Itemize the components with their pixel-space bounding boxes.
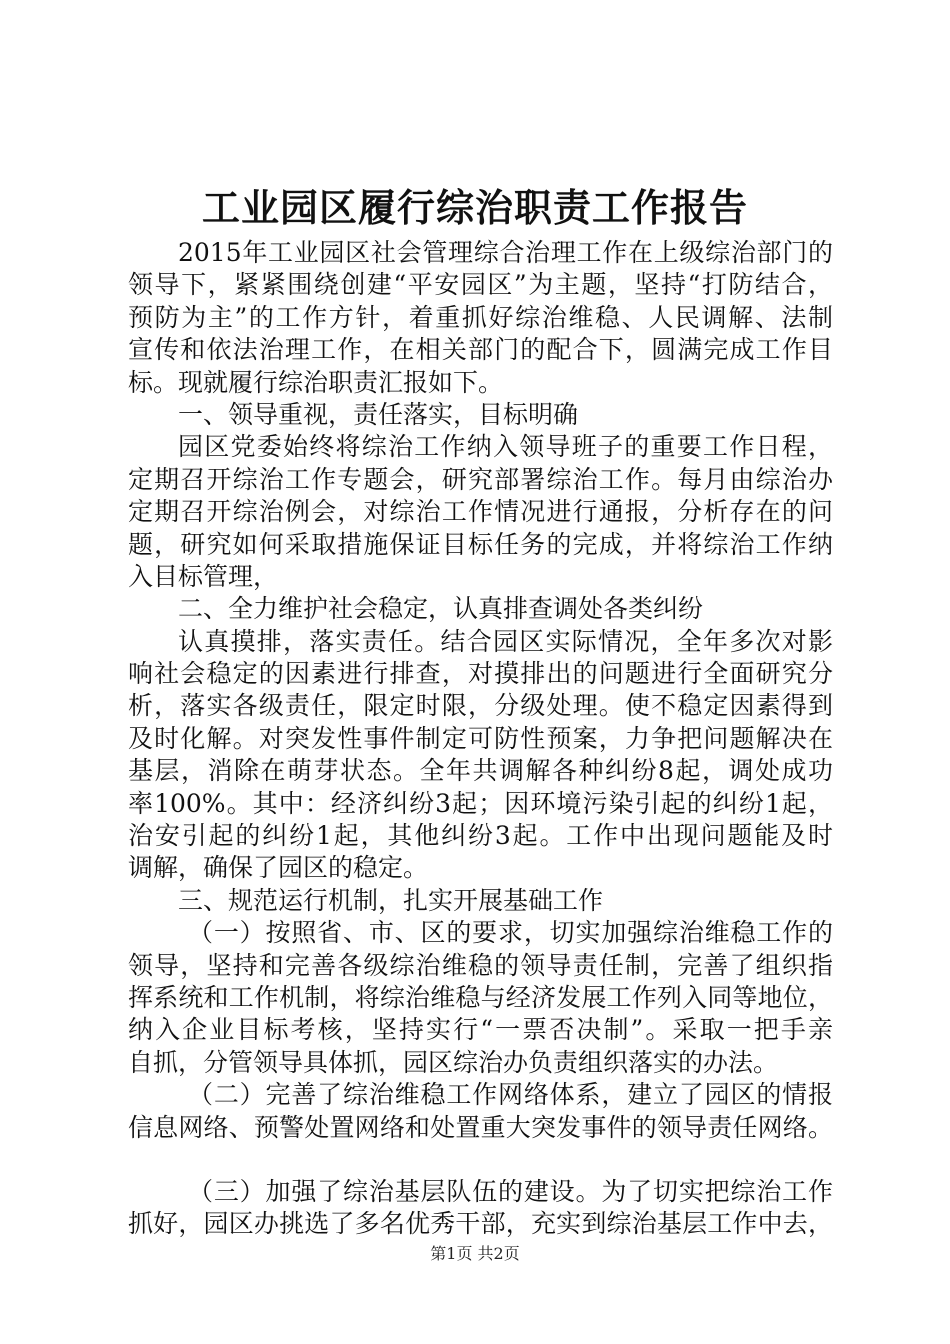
text-line: 2015年工业园区社会管理综合治理工作在上级综治部门的 [178, 238, 833, 267]
text-line: 信息网络、预警处置网络和处置重大突发事件的领导责任网络。 [128, 1112, 833, 1142]
text-line: 定期召开综治工作专题会，研究部署综治工作。每月由综治办 [128, 464, 833, 494]
section-heading: 三、规范运行机制，扎实开展基础工作 [178, 885, 604, 915]
text-line: 自抓，分管领导具体抓，园区综治办负责组织落实的办法。 [128, 1047, 779, 1077]
page-footer: 第1页 共2页 [430, 1244, 520, 1263]
text-line: （一）按照省、市、区的要求，切实加强综治维稳工作的 [188, 918, 833, 948]
text-line: 定期召开综治例会，对综治工作情况进行通报，分析存在的问 [128, 497, 833, 527]
section-heading: 二、全力维护社会稳定，认真排查调处各类纠纷 [178, 594, 704, 624]
text-line: 领导，坚持和完善各级综治维稳的领导责任制，完善了组织指 [128, 950, 833, 980]
text-line: 纳入企业目标考核，坚持实行“一票否决制”。采取一把手亲 [128, 1015, 833, 1045]
text-line: 宣传和依法治理工作，在相关部门的配合下，圆满完成工作目 [128, 335, 833, 365]
text-line: 认真摸排，落实责任。结合园区实际情况，全年多次对影 [178, 626, 833, 656]
document-title: 工业园区履行综治职责工作报告 [201, 185, 748, 230]
blank-line [128, 1144, 833, 1176]
text-line: 治安引起的纠纷1起，其他纠纷3起。工作中出现问题能及时 [128, 821, 833, 851]
text-line: 入目标管理， [128, 561, 279, 591]
text-line: 挥系统和工作机制，将综治维稳与经济发展工作列入同等地位， [128, 982, 833, 1012]
text-line: 及时化解。对突发性事件制定可防性预案，力争把问题解决在 [128, 723, 833, 753]
text-line: （二）完善了综治维稳工作网络体系，建立了园区的情报 [188, 1080, 833, 1110]
text-line: 园区党委始终将综治工作纳入领导班子的重要工作日程， [178, 432, 833, 462]
text-line: 基层，消除在萌芽状态。全年共调解各种纠纷8起，调处成功 [128, 756, 833, 786]
text-line: 响社会稳定的因素进行排查，对摸排出的问题进行全面研究分 [128, 659, 833, 689]
text-line: 标。现就履行综治职责汇报如下。 [128, 367, 504, 397]
text-line: （三）加强了综治基层队伍的建设。为了切实把综治工作 [188, 1176, 833, 1206]
text-line: 调解，确保了园区的稳定。 [128, 853, 429, 883]
text-line: 题，研究如何采取措施保证目标任务的完成，并将综治工作纳 [128, 529, 833, 559]
document-body [128, 237, 833, 1241]
text-line: 领导下，紧紧围绕创建“平安园区”为主题，坚持“打防结合， [128, 270, 833, 300]
text-line: 预防为主”的工作方针，着重抓好综治维稳、人民调解、法制 [128, 302, 833, 332]
section-heading: 一、领导重视，责任落实，目标明确 [178, 399, 579, 429]
text-line: 率100%。其中：经济纠纷3起；因环境污染引起的纠纷1起， [128, 788, 833, 818]
text-line: 抓好，园区办挑选了多名优秀干部，充实到综治基层工作中去， [128, 1209, 833, 1239]
text-line: 析，落实各级责任，限定时限，分级处理。使不稳定因素得到 [128, 691, 833, 721]
